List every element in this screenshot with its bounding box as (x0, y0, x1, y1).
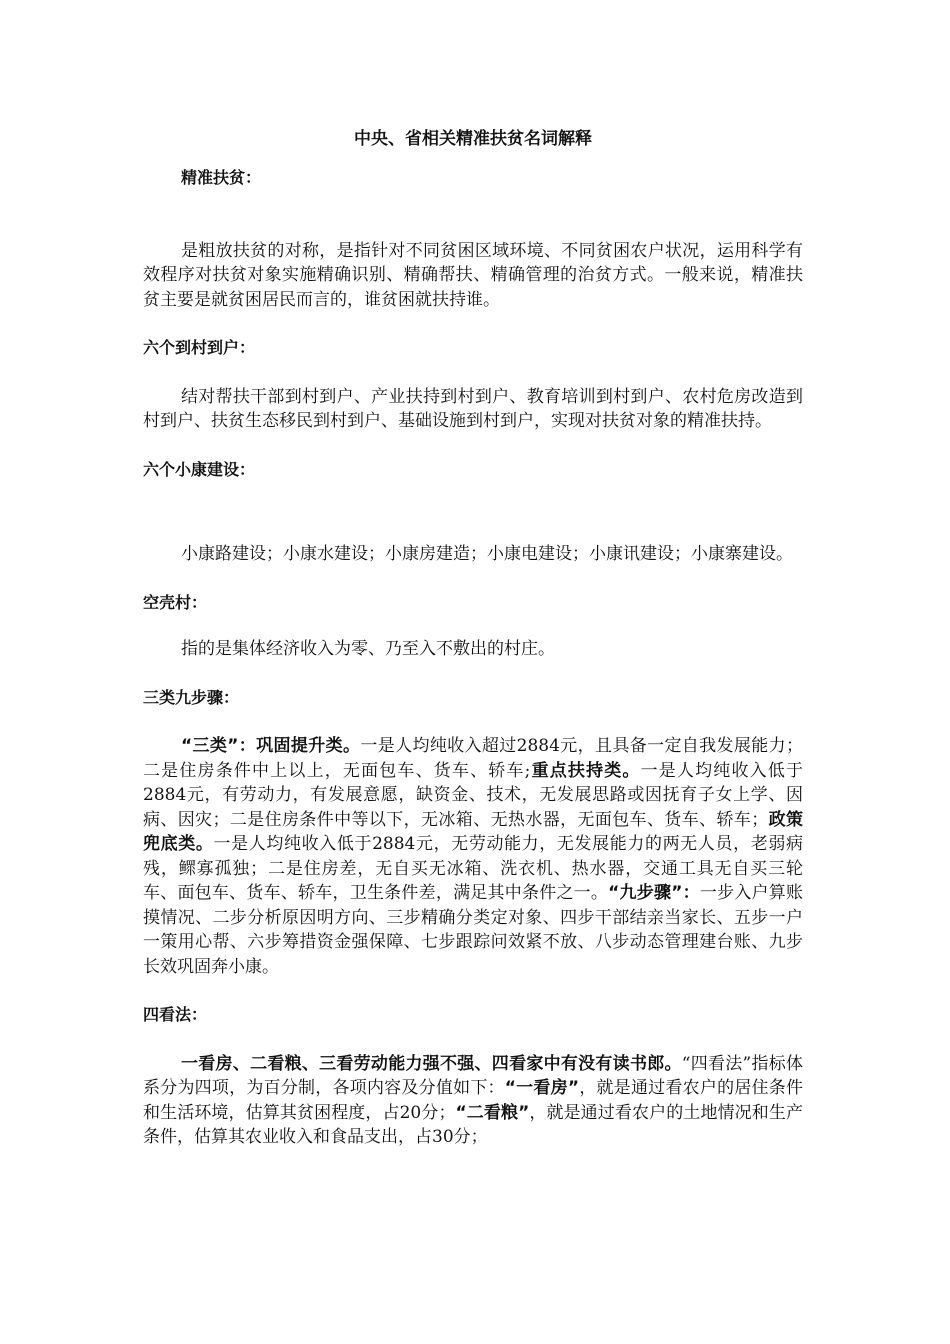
section-body-four-look-method (143, 1052, 803, 1150)
section-body-three-types-nine-steps (143, 734, 803, 979)
section-heading-precision-poverty: 精准扶贫： (181, 168, 262, 187)
section-heading-empty-shell-village: 空壳村： (143, 592, 208, 612)
section-body-precision-poverty: 是粗放扶贫的对称，是指针对不同贫困区域环境、不同贫困农户状况，运用科学有效程序对扶贫对象实施精确识别、精确帮扶、精确管理的治贫方式。一般来说，精准扶贫主要是就贫困居民而言的，谁贫困就扶持谁。 (143, 240, 803, 310)
section-body-six-xiaokang: 小康路建设；小康水建设；小康房建造；小康电建设；小康讯建设；小康寨建设。 (181, 544, 793, 564)
document-content (143, 123, 803, 1150)
section-heading-six-xiaokang: 六个小康建设： (143, 459, 256, 479)
section-heading-three-types-nine-steps: 三类九步骤： (143, 687, 240, 707)
bold-phrase: 重点扶持类。 (530, 760, 641, 781)
document-title: 中央、省相关精准扶贫名词解释 (354, 129, 592, 149)
bold-phrase: 一看房、二看粮、三看劳动能力强不强、四看家中有没有读书郎。 (181, 1053, 682, 1074)
bold-phrase: “九步骤”： (608, 883, 700, 903)
body-text: ，就是通过看农户的土地情况和生产条件，估算其农业收入和食品支出，占30分； (143, 1102, 803, 1147)
body-text: “四看法”指标体系分为四项，为百分制，各项内容及分值如下： (143, 1053, 804, 1098)
bold-phrase: 政策兜底类。 (143, 809, 804, 854)
body-text: 一步入户算账摸情况、二步分析原因明方向、三步精确分类定对象、四步干部结亲当家长、五步一户一策用心帮、六步筹措资金强保障、七步跟踪问效紧不放、八步动态管理建台账、九步长效巩固奔小康。 (143, 883, 803, 977)
body-text: 一是人均纯收入低于2884元，有劳动力，有发展意愿，缺资金、技术，无发展思路或因抚育子女上学、因病、因灾；二是住房条件中等以下，无冰箱、无热水器，无面包车、货车、轿车； (143, 760, 804, 830)
section-heading-four-look-method: 四看法： (143, 1005, 208, 1024)
body-text: ，就是通过看农户的居住条件和生活环境，估算其贫困程度，占20分； (143, 1078, 804, 1123)
bold-phrase: “三类”：巩固提升类。 (181, 736, 361, 756)
bold-phrase: “二看粮” (455, 1102, 530, 1123)
body-text: 一是人均纯收入低于2884元，无劳动能力，无发展能力的两无人员，老弱病残，鳏寡孤独；二是住房差，无自买无冰箱、洗衣机、热水器，交通工具无自买三轮车、面包车、货车、轿车，卫生条件差，满足其中条件之一。 (143, 834, 803, 903)
section-body-six-to-village: 结对帮扶干部到村到户、产业扶持到村到户、教育培训到村到户、农村危房改造到村到户、扶贫生态移民到村到户、基础设施到村到户，实现对扶贫对象的精准扶持。 (143, 386, 803, 431)
section-heading-six-to-village: 六个到村到户： (143, 338, 256, 357)
bold-phrase: “一看房” (504, 1078, 580, 1098)
section-body-empty-shell-village: 指的是集体经济收入为零、乃至入不敷出的村庄。 (181, 639, 555, 659)
body-text: 一是人均纯收入超过2884元，且具备一定自我发展能力；二是住房条件中上以上，无面包车、货车、轿车; (143, 736, 803, 781)
